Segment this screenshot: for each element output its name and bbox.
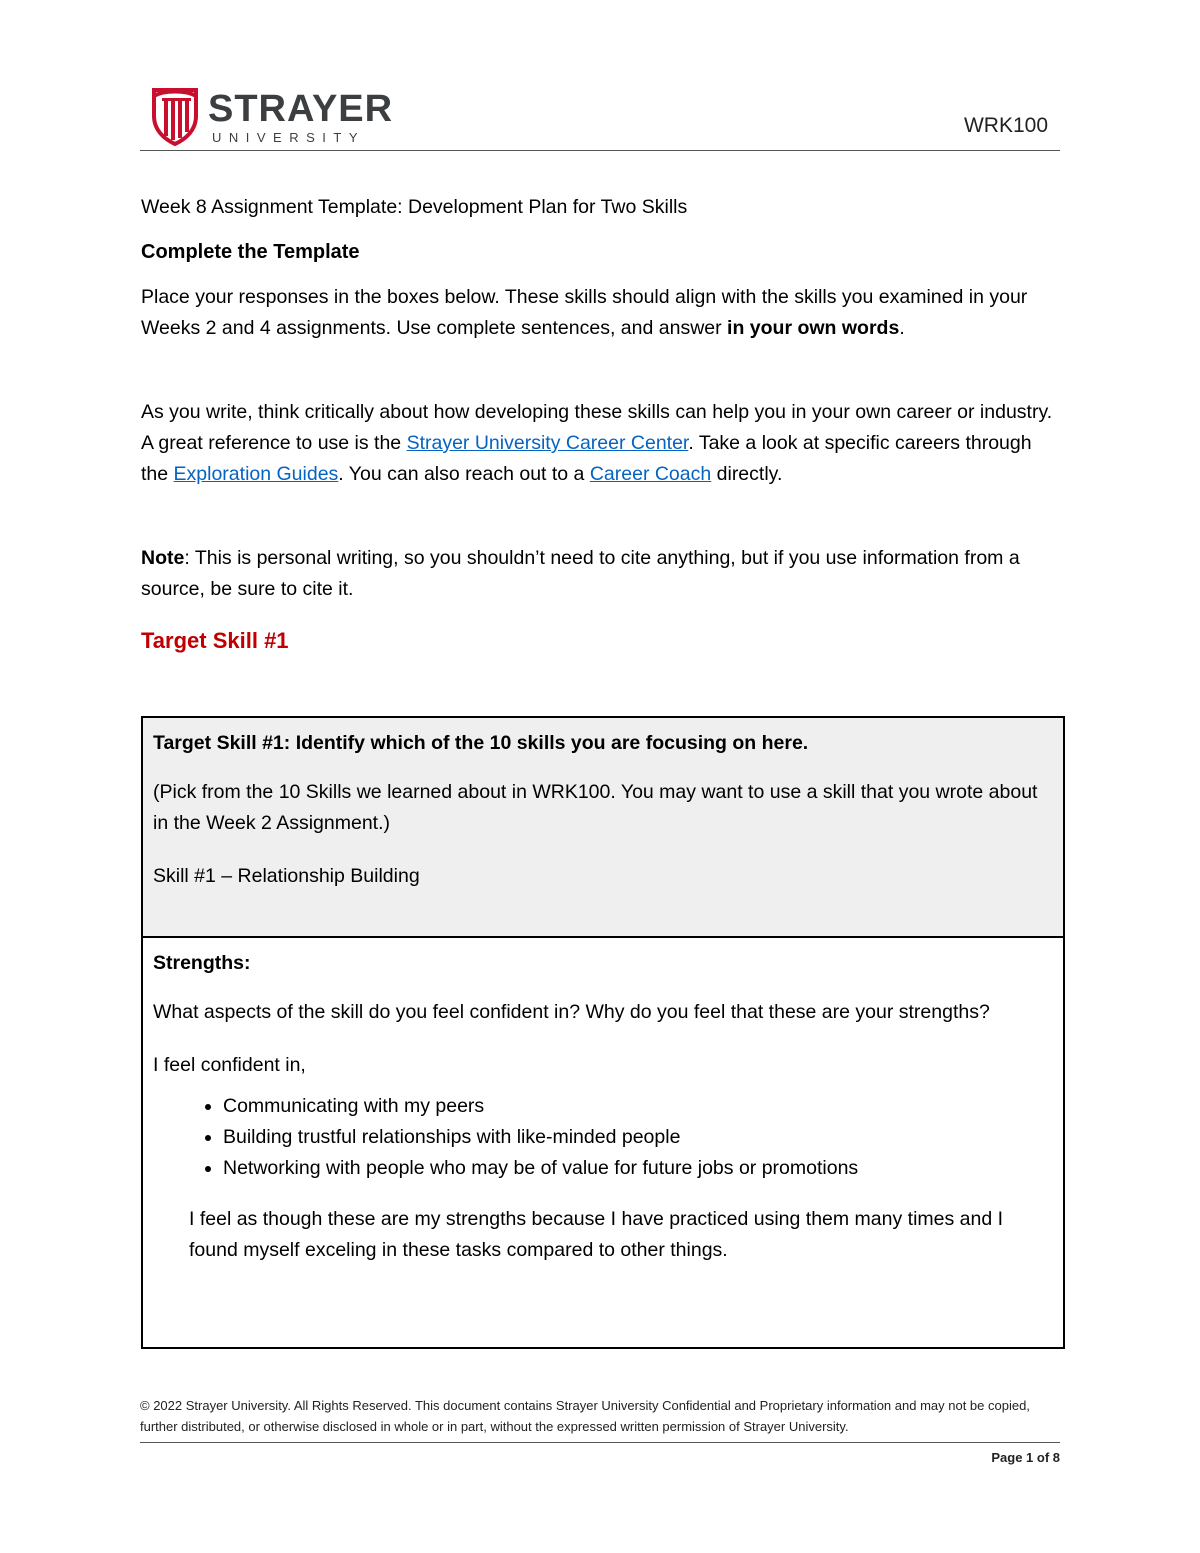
- copyright-notice: © 2022 Strayer University. All Rights Reserved. This document contains Strayer University Confidential and Proprietary information and may not be copied, further distributed, or otherwise disclosed in whole or in part, without the expressed written permission of Strayer University.: [140, 1398, 1030, 1434]
- logo-wordmark: STRAYER: [208, 88, 394, 130]
- target-skill-table: [141, 716, 1065, 1349]
- section-heading: Complete the Template: [141, 241, 360, 263]
- strengths-closing: I feel as though these are my strengths because I have practiced using them many times and I found myself exceling in these tasks compared to other things.: [189, 1208, 1004, 1261]
- strengths-question: What aspects of the skill do you feel confident in? Why do you feel that these are your strengths?: [153, 1001, 990, 1023]
- instructions-emphasis: in your own words: [727, 317, 900, 339]
- note-label: Note: [141, 547, 185, 569]
- instructions-paragraph: [141, 282, 1061, 344]
- resources-paragraph: [141, 397, 1061, 490]
- page-number: Page 1 of 8: [991, 1450, 1060, 1465]
- instructions-text: Place your responses in the boxes below. These skills should align with the skills you examined in your Weeks 2 and 4 assignments. Use complete sentences, and answer: [141, 286, 1028, 339]
- skill-identify-title: Target Skill #1: Identify which of the 10 skills you are focusing on here.: [153, 732, 809, 754]
- resources-text-d: directly.: [711, 463, 783, 485]
- exploration-guides-link[interactable]: Exploration Guides: [173, 463, 339, 485]
- strengths-title: Strengths:: [153, 952, 251, 974]
- resources-text-b: . Take a look at specific careers through the: [141, 432, 1032, 485]
- resources-text-a: As you write, think critically about how developing these skills can help you in your own career or industry. A great reference to use is the: [141, 401, 1053, 454]
- page-header: [140, 80, 1060, 150]
- strengths-cell[interactable]: [142, 937, 1064, 1348]
- resources-text-c: . You can also reach out to a: [338, 463, 590, 485]
- note-paragraph: [141, 543, 1061, 605]
- shield-icon: [150, 86, 200, 146]
- footer-divider: [140, 1442, 1060, 1443]
- skill-identify-row: [142, 717, 1064, 937]
- list-item: • Communicating with my peers: [223, 1091, 1053, 1122]
- career-coach-link[interactable]: Career Coach: [589, 463, 712, 485]
- header-divider: [140, 150, 1060, 151]
- skill-identify-cell[interactable]: [142, 717, 1064, 937]
- target-skill-heading: Target Skill #1: [141, 628, 289, 653]
- document-title: Week 8 Assignment Template: Development Plan for Two Skills: [141, 196, 688, 218]
- logo-subtitle: UNIVERSITY: [212, 130, 366, 145]
- list-item: • Networking with people who may be of value for future jobs or promotions: [223, 1153, 1053, 1184]
- skill-identify-hint: (Pick from the 10 Skills we learned about in WRK100. You may want to use a skill that you wrote about in the Week 2 Assignment.): [153, 781, 1038, 834]
- list-item: • Building trustful relationships with like-minded people: [223, 1122, 1053, 1153]
- skill-identify-answer: Skill #1 – Relationship Building: [153, 865, 420, 887]
- strengths-intro: I feel confident in,: [153, 1054, 306, 1076]
- document-body: [141, 192, 1061, 668]
- strengths-row: [142, 937, 1064, 1348]
- strengths-list: [153, 1091, 1053, 1184]
- note-text: : This is personal writing, so you shouldn’t need to cite anything, but if you use information from a source, be sure to cite it.: [141, 547, 1020, 600]
- strayer-logo: [150, 86, 410, 146]
- course-code: WRK100: [963, 114, 1048, 137]
- career-center-link[interactable]: Strayer University Career Center: [406, 432, 689, 454]
- instructions-end: .: [899, 317, 905, 339]
